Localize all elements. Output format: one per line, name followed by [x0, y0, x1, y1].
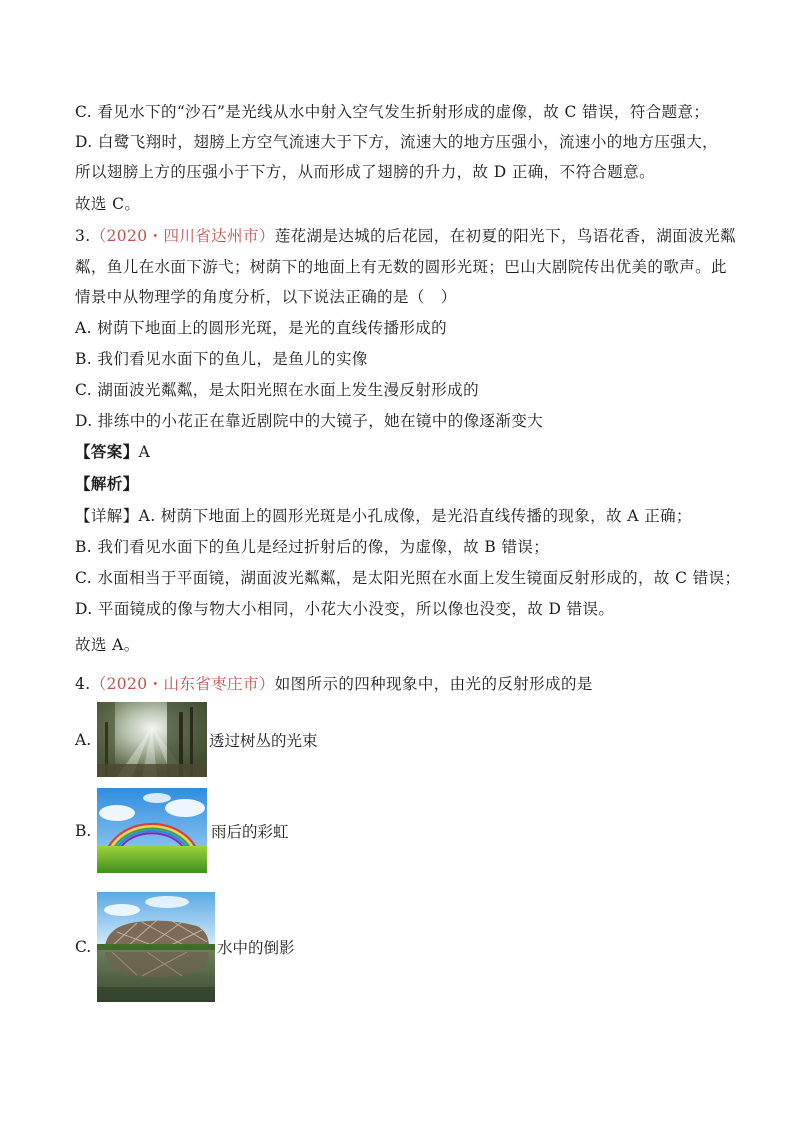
option-a: A. 树荫下地面上的圆形光斑，是光的直线传播形成的: [75, 319, 448, 337]
option-letter: C.: [75, 938, 92, 956]
question-stem: 粼，鱼儿在水面下游弋；树荫下的地面上有无数的圆形光斑；巴山大剧院传出优美的歌声。此: [75, 258, 727, 276]
option-c: C. 湖面波光粼粼，是太阳光照在水面上发生漫反射形成的: [75, 381, 479, 399]
option-letter: A.: [75, 730, 92, 749]
answer-line: [75, 441, 150, 463]
detail-line: D. 平面镜成的像与物大小相同，小花大小没变，所以像也没变，故 D 错误。: [75, 600, 615, 618]
question-3-heading: [75, 225, 736, 247]
question-4-heading: [75, 673, 593, 695]
option-text: 水中的倒影: [217, 939, 295, 957]
option-text: 雨后的彩虹: [211, 822, 289, 841]
text-line: 所以翅膀上方的压强小于下方，从而形成了翅膀的升力，故 D 正确，不符合题意。: [75, 163, 655, 181]
option-b-row: [75, 788, 289, 873]
answer-label: 【答案】: [75, 442, 139, 461]
detail-line: B. 我们看见水面下的鱼儿是经过折射后的像，为虚像，故 B 错误；: [75, 538, 550, 556]
detail-line: C. 水面相当于平面镜，湖面波光粼粼，是太阳光照在水面上发生镜面反射形成的，故 C 错误；: [75, 569, 741, 587]
text-line: D. 白鹭飞翔时，翅膀上方空气流速大于下方，流速大的地方压强小，流速小的地方压强大，: [75, 133, 719, 151]
option-d: D. 排练中的小花正在靠近剧院中的大镜子，她在镜中的像逐渐变大: [75, 412, 544, 430]
question-stem: 情景中从物理学的角度分析，以下说法正确的是（ ）: [75, 288, 457, 306]
forest-sunbeam-image: [97, 702, 207, 777]
detail-line: 【详解】A. 树荫下地面上的圆形光斑是小孔成像，是光沿直线传播的现象，故 A 正确；: [75, 507, 692, 525]
question-stem: 如图所示的四种现象中，由光的反射形成的是: [274, 675, 593, 693]
rainbow-image: [97, 788, 207, 873]
option-a-row: [75, 702, 318, 777]
stadium-reflection-image: [97, 892, 215, 1002]
option-letter: B.: [75, 821, 92, 840]
question-number: 4.: [75, 675, 91, 693]
text-line: C. 看见水下的“沙石”是光线从水中射入空气发生折射形成的虚像，故 C 错误，符合题意；: [75, 103, 710, 121]
question-stem: 莲花湖是达城的后花园，在初夏的阳光下，鸟语花香，湖面波光粼: [274, 227, 736, 245]
question-number: 3.: [75, 227, 91, 245]
option-b: B. 我们看见水面下的鱼儿，是鱼儿的实像: [75, 350, 368, 368]
conclusion-line: 故选 A。: [75, 636, 140, 654]
text-line: 故选 C。: [75, 195, 141, 213]
option-text: 透过树丛的光束: [209, 731, 318, 750]
answer-value: A: [138, 443, 151, 461]
question-source: （2020・四川省达州市）: [90, 227, 275, 245]
option-c-row: [75, 892, 295, 1002]
analysis-label: 【解析】: [75, 474, 139, 493]
question-source: （2020・山东省枣庄市）: [90, 675, 275, 693]
